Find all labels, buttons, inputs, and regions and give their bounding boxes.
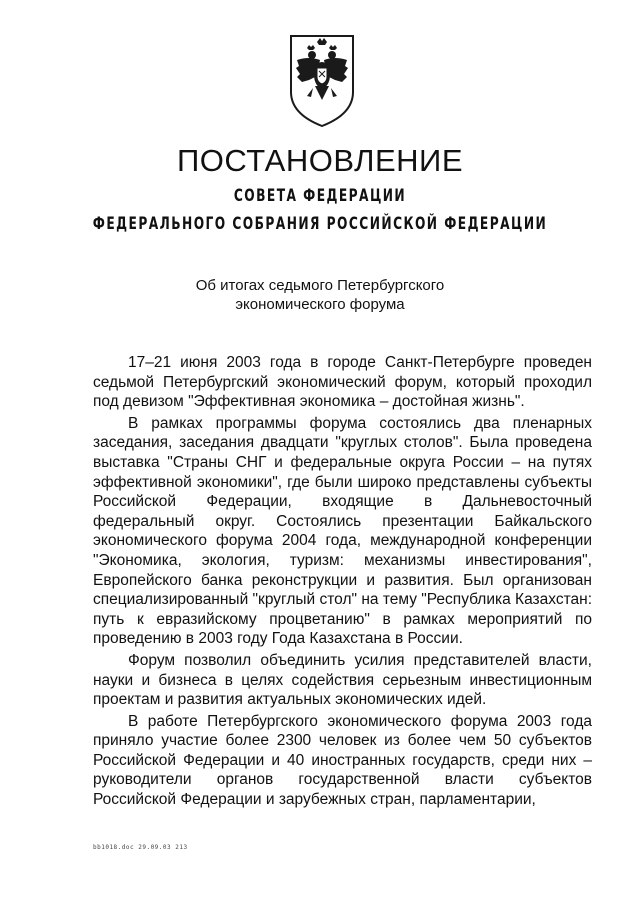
issuer-line-1: СОВЕТА ФЕДЕРАЦИИ [233,186,407,206]
document-title: ПОСТАНОВЛЕНИЕ [176,143,464,178]
paragraph: Форум позволил объединить усилия представителей власти, науки и бизнеса в целях содействия серьезным инвестиционным проектам и развития актуальных экономических идей. [93,651,592,709]
subject-line-1: Об итогах седьмого Петербургского [195,277,445,294]
file-footer: bb1018.doc 29.09.03 213 [93,844,188,851]
coat-of-arms-icon [287,30,357,130]
subject-line-2: экономического форума [235,296,405,313]
document-body [93,353,592,812]
paragraph: 17–21 июня 2003 года в городе Санкт-Петербурге проведен седьмой Петербургский экономический форум, который проходил под девизом "Эффективная экономика – достойная жизнь". [93,354,592,411]
document-subject [0,276,640,314]
issuer-line-2: ФЕДЕРАЛЬНОГО СОБРАНИЯ РОССИЙСКОЙ ФЕДЕРАЦИИ [92,214,548,234]
paragraph: В работе Петербургского экономического форума 2003 года приняло участие более 2300 человек из более чем 50 субъектов Российской Федерации и 40 иностранных государств, среди них – руководители органов государственной власти субъектов Российской Федерации и зарубежных стран, парламентарии, [93,712,592,809]
paragraph: В рамках программы форума состоялись два пленарных заседания, заседания двадцати "круглых столов". Была проведена выставка "Страны СНГ и федеральные округа России – на путях эффективной экономики", где были широко представлены субъекты Российской Федерации, входящие в Дальневосточный федеральный округ. Состоялись презентации Байкальского экономического форума 2004 года, международной конференции "Экономика, экология, туризм: механизмы инвестирования", Европейского банка реконструкции и развития. Был организован специализированный "круглый стол" на тему "Республика Казахстан: путь к евразийскому процветанию" в рамках мероприятий по проведению в 2003 году Года Казахстана в России. [93,414,592,648]
